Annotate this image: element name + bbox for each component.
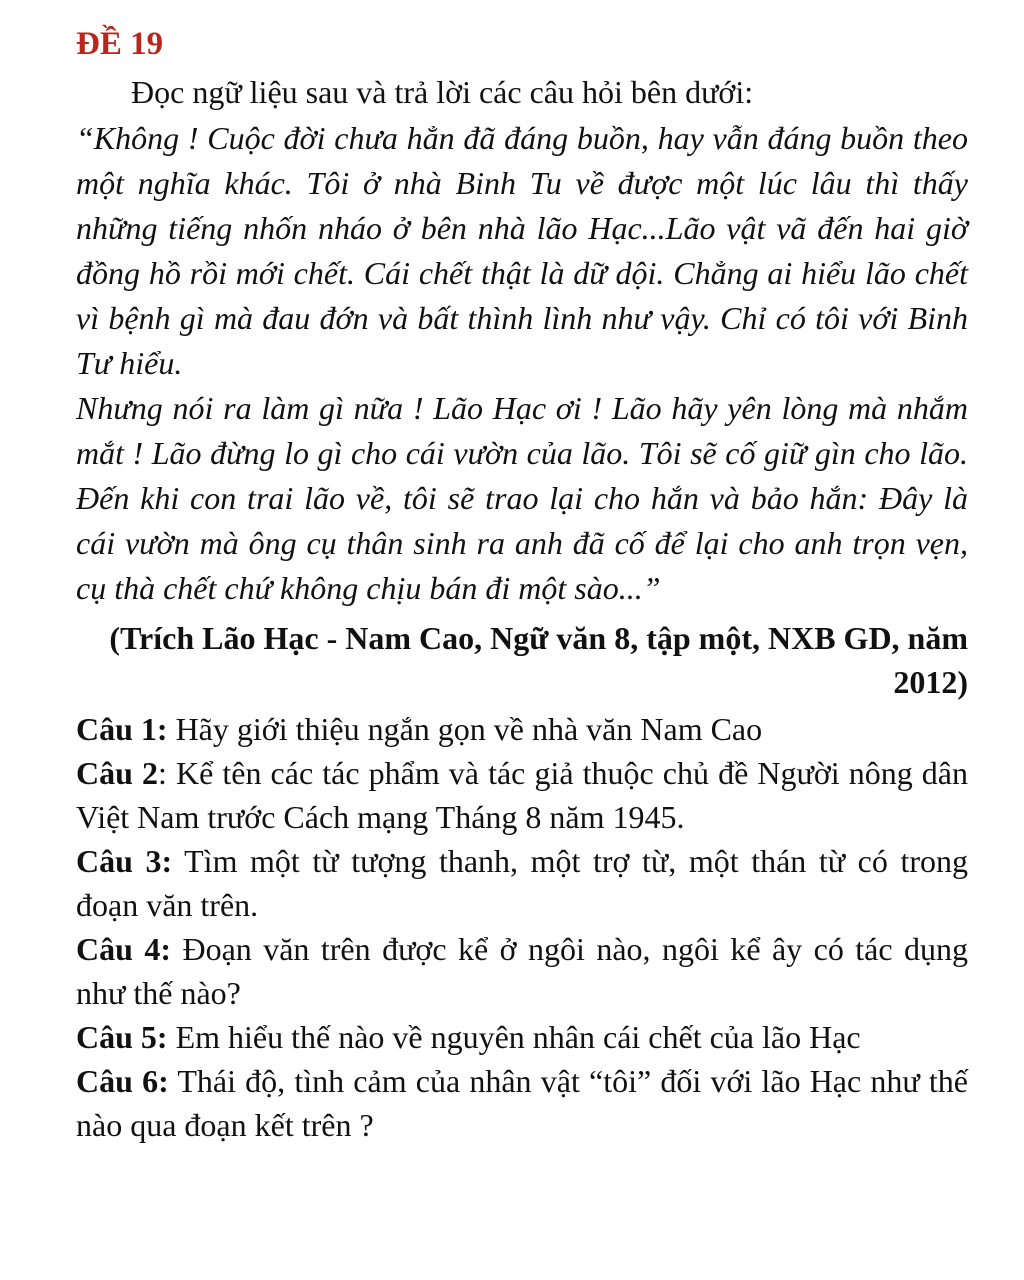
passage-paragraph-1: “Không ! Cuộc đời chưa hẳn đã đáng buồn, hay vẫn đáng buồn theo một nghĩa khác. Tôi ở nhà Binh Tu về được một lúc lâu thì thấy những tiếng nhốn nháo ở bên nhà lão Hạc...Lão vật vã đến hai giờ đồng hồ rồi mới chết. Cái chết thật là dữ dội. Chẳng ai hiểu lão chết vì bệnh gì mà đau đớn và bất thình lình như vậy. Chỉ có tôi với Binh Tư hiểu. <box>76 120 968 381</box>
question-3 <box>76 839 968 927</box>
question-1 <box>76 707 968 751</box>
question-5-label: Câu 5: <box>76 1019 168 1055</box>
exam-instruction: Đọc ngữ liệu sau và trả lời các câu hỏi bên dưới: <box>131 74 754 110</box>
question-4 <box>76 927 968 1015</box>
question-5 <box>76 1015 968 1059</box>
question-6 <box>76 1059 968 1147</box>
question-3-label: Câu 3: <box>76 843 173 879</box>
passage-citation: (Trích Lão Hạc - Nam Cao, Ngữ văn 8, tập một, NXB GD, năm 2012) <box>109 620 968 700</box>
question-1-text: Hãy giới thiệu ngắn gọn về nhà văn Nam Cao <box>167 711 763 747</box>
question-2-label: Câu 2 <box>76 755 158 791</box>
exam-title: ĐỀ 19 <box>76 26 164 62</box>
question-6-text: Thái độ, tình cảm của nhân vật “tôi” đối với lão Hạc như thế nào qua đoạn kết trên ? <box>76 1063 969 1143</box>
passage-paragraph-2: Nhưng nói ra làm gì nữa ! Lão Hạc ơi ! Lão hãy yên lòng mà nhắm mắt ! Lão đừng lo gì cho cái vườn của lão. Tôi sẽ cố giữ gìn cho lão. Đến khi con trai lão về, tôi sẽ trao lại cho hắn và bảo hắn: Đây là cái vườn mà ông cụ thân sinh ra anh đã cố để lại cho anh trọn vẹn, cụ thà chết chứ không chịu bán đi một sào...” <box>76 390 968 606</box>
question-2 <box>76 751 968 839</box>
question-4-text: Đoạn văn trên được kể ở ngôi nào, ngôi kể ây có tác dụng như thế nào? <box>76 931 969 1011</box>
question-1-label: Câu 1: <box>76 711 168 747</box>
question-2-text: : Kể tên các tác phẩm và tác giả thuộc chủ đề Người nông dân Việt Nam trước Cách mạng Tháng 8 năm 1945. <box>76 755 969 835</box>
question-4-label: Câu 4: <box>76 931 172 967</box>
question-6-label: Câu 6: <box>76 1063 169 1099</box>
question-3-text: Tìm một từ tượng thanh, một trợ từ, một thán từ có trong đoạn văn trên. <box>76 843 969 923</box>
question-5-text: Em hiểu thế nào về nguyên nhân cái chết của lão Hạc <box>167 1019 861 1055</box>
